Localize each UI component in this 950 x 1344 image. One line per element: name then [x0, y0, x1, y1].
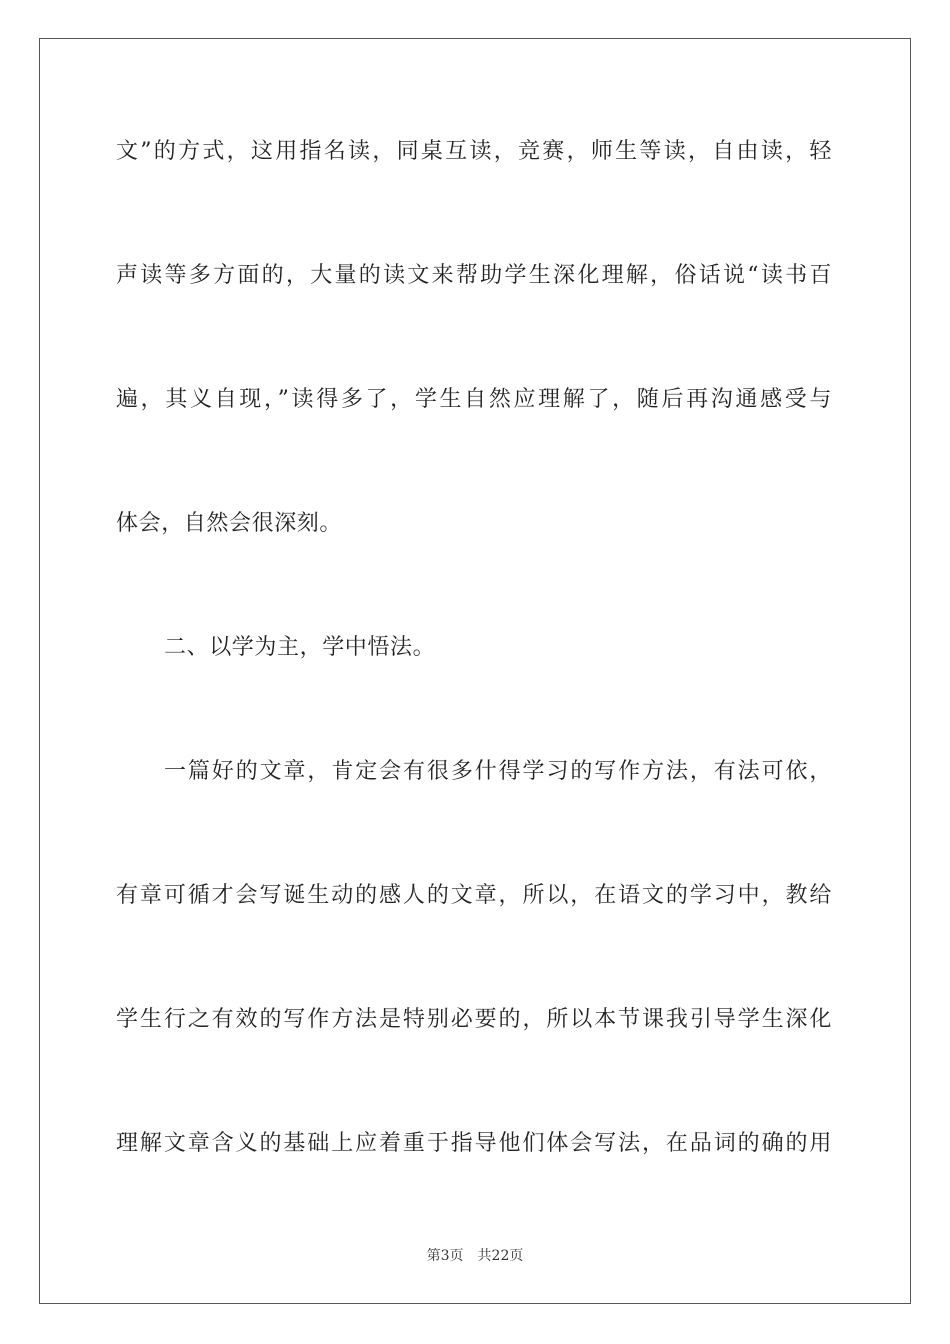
text-line-7: 有章可循才会写诞生动的感人的文章，所以，在语文的学习中，教给 — [116, 883, 832, 908]
text-line-1: 文”的方式，这用指名读，同桌互读，竞赛，师生等读，自由读，轻 — [116, 139, 832, 164]
page-border — [39, 38, 911, 1304]
text-line-4: 体会，自然会很深刻。 — [116, 511, 343, 536]
total-pages: 共22页 — [477, 1248, 524, 1264]
text-line-6: 一篇好的文章，肯定会有很多什得学习的写作方法，有法可依， — [164, 759, 832, 784]
section-heading: 二、以学为主，学中悟法。 — [164, 635, 436, 660]
text-line-8: 学生行之有效的写作方法是特别必要的，所以本节课我引导学生深化 — [116, 1007, 832, 1032]
current-page-number: 第3页 — [426, 1248, 464, 1264]
page-footer — [0, 1247, 950, 1265]
text-line-9: 理解文章含义的基础上应着重于指导他们体会写法，在品词的确的用 — [116, 1131, 832, 1156]
text-line-2: 声读等多方面的，大量的读文来帮助学生深化理解，俗话说“读书百 — [116, 263, 832, 288]
text-line-3: 遍，其义自现，”读得多了，学生自然应理解了，随后再沟通感受与 — [116, 387, 832, 412]
